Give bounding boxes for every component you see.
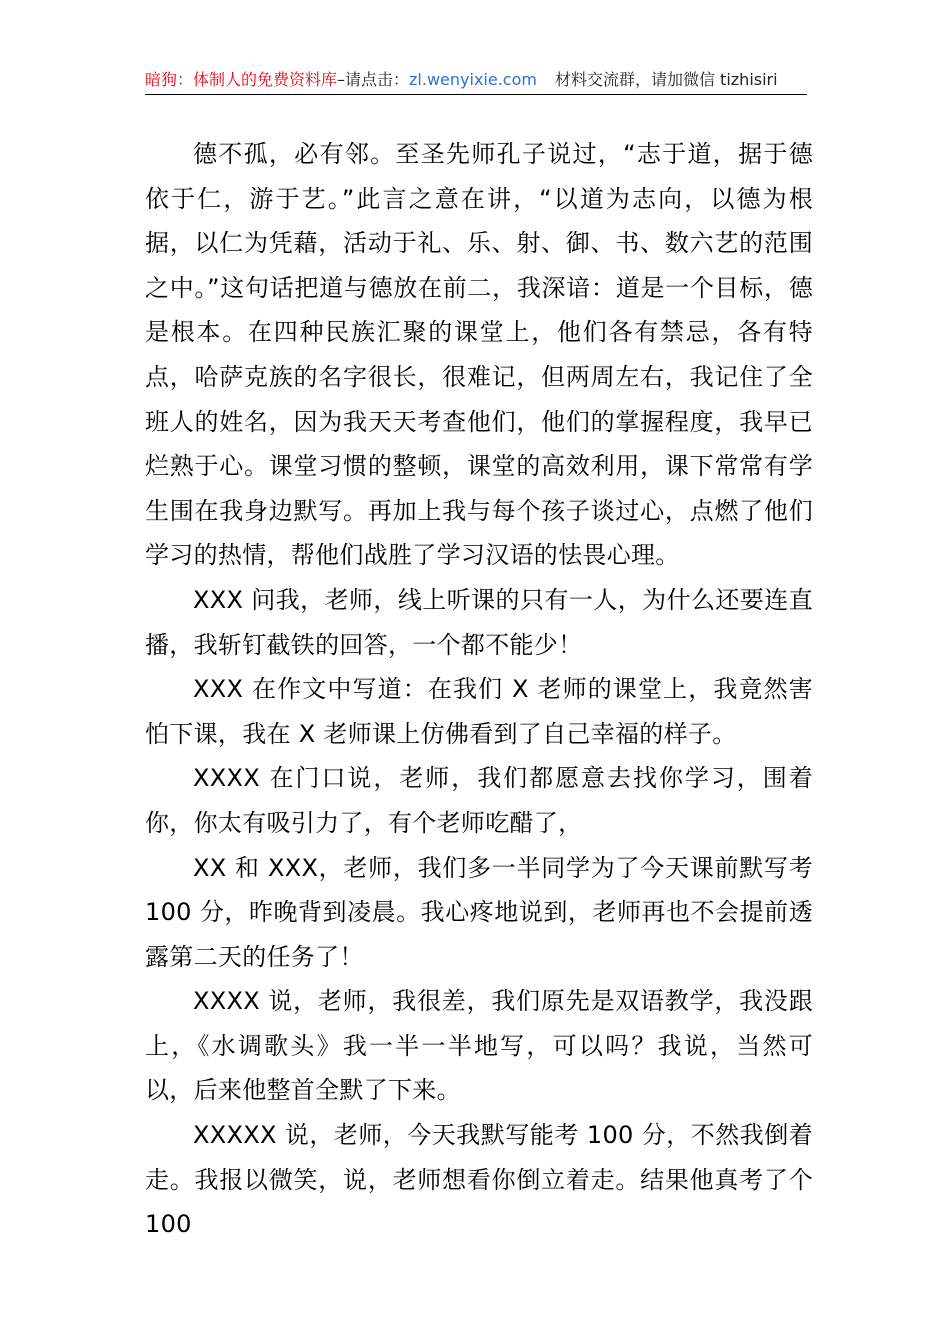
paragraph-2: XXX 问我，老师，线上听课的只有一人，为什么还要连直播，我斩钉截铁的回答，一个都不能少！	[145, 585, 813, 659]
paragraph-1: 德不孤，必有邻。至圣先师孔子说过，“志于道，据于德依于仁，游于艺。”此言之意在讲，“以道为志向，以德为根据，以仁为凭藉，活动于礼、乐、射、御、书、数六艺的范围之中。”这句话把道与德放在前二，我深谙：道是一个目标，德是根本。在四种民族汇聚的课堂上，他们各有禁忌，各有特点，哈萨克族的名字很长，很难记，但两周左右，我记住了全班人的姓名，因为我天天考查他们，他们的掌握程度，我早已烂熟于心。课堂习惯的整顿，课堂的高效利用，课下常常有学生围在我身边默写。再加上我与每个孩子谈过心，点燃了他们学习的热情，帮他们战胜了学习汉语的怯畏心理。	[145, 140, 813, 570]
paragraph-4: XXXX 在门口说，老师，我们都愿意去找你学习，围着你，你太有吸引力了，有个老师吃醋了，	[145, 764, 813, 837]
header-group-info: 材料交流群，请加微信 tizhisiri	[554, 70, 778, 89]
paragraph-3: XXX 在作文中写道：在我们 X 老师的课堂上，我竟然害怕下课，我在 X 老师课上仿佛看到了自己幸福的样子。	[145, 675, 813, 748]
page-header	[145, 68, 807, 95]
paragraph-5: XX 和 XXX，老师，我们多一半同学为了今天课前默写考 100 分，昨晚背到凌晨。我心疼地说到，老师再也不会提前透露第二天的任务了！	[145, 853, 813, 971]
header-brand: 暗狗：体制人的免费资料库	[145, 70, 338, 89]
header-prompt: –请点击：	[337, 70, 410, 89]
header-link[interactable]: zl.wenyixie.com	[409, 70, 537, 89]
document-body	[145, 132, 813, 1247]
paragraph-7: XXXXX 说，老师，今天我默写能考 100 分，不然我倒着走。我报以微笑，说，老师想看你倒立着走。结果他真考了个 100	[145, 1121, 813, 1239]
paragraph-6: XXXX 说，老师，我很差，我们原先是双语教学，我没跟上，《水调歌头》我一半一半地写，可以吗？我说，当然可以，后来他整首全默了下来。	[145, 987, 813, 1105]
